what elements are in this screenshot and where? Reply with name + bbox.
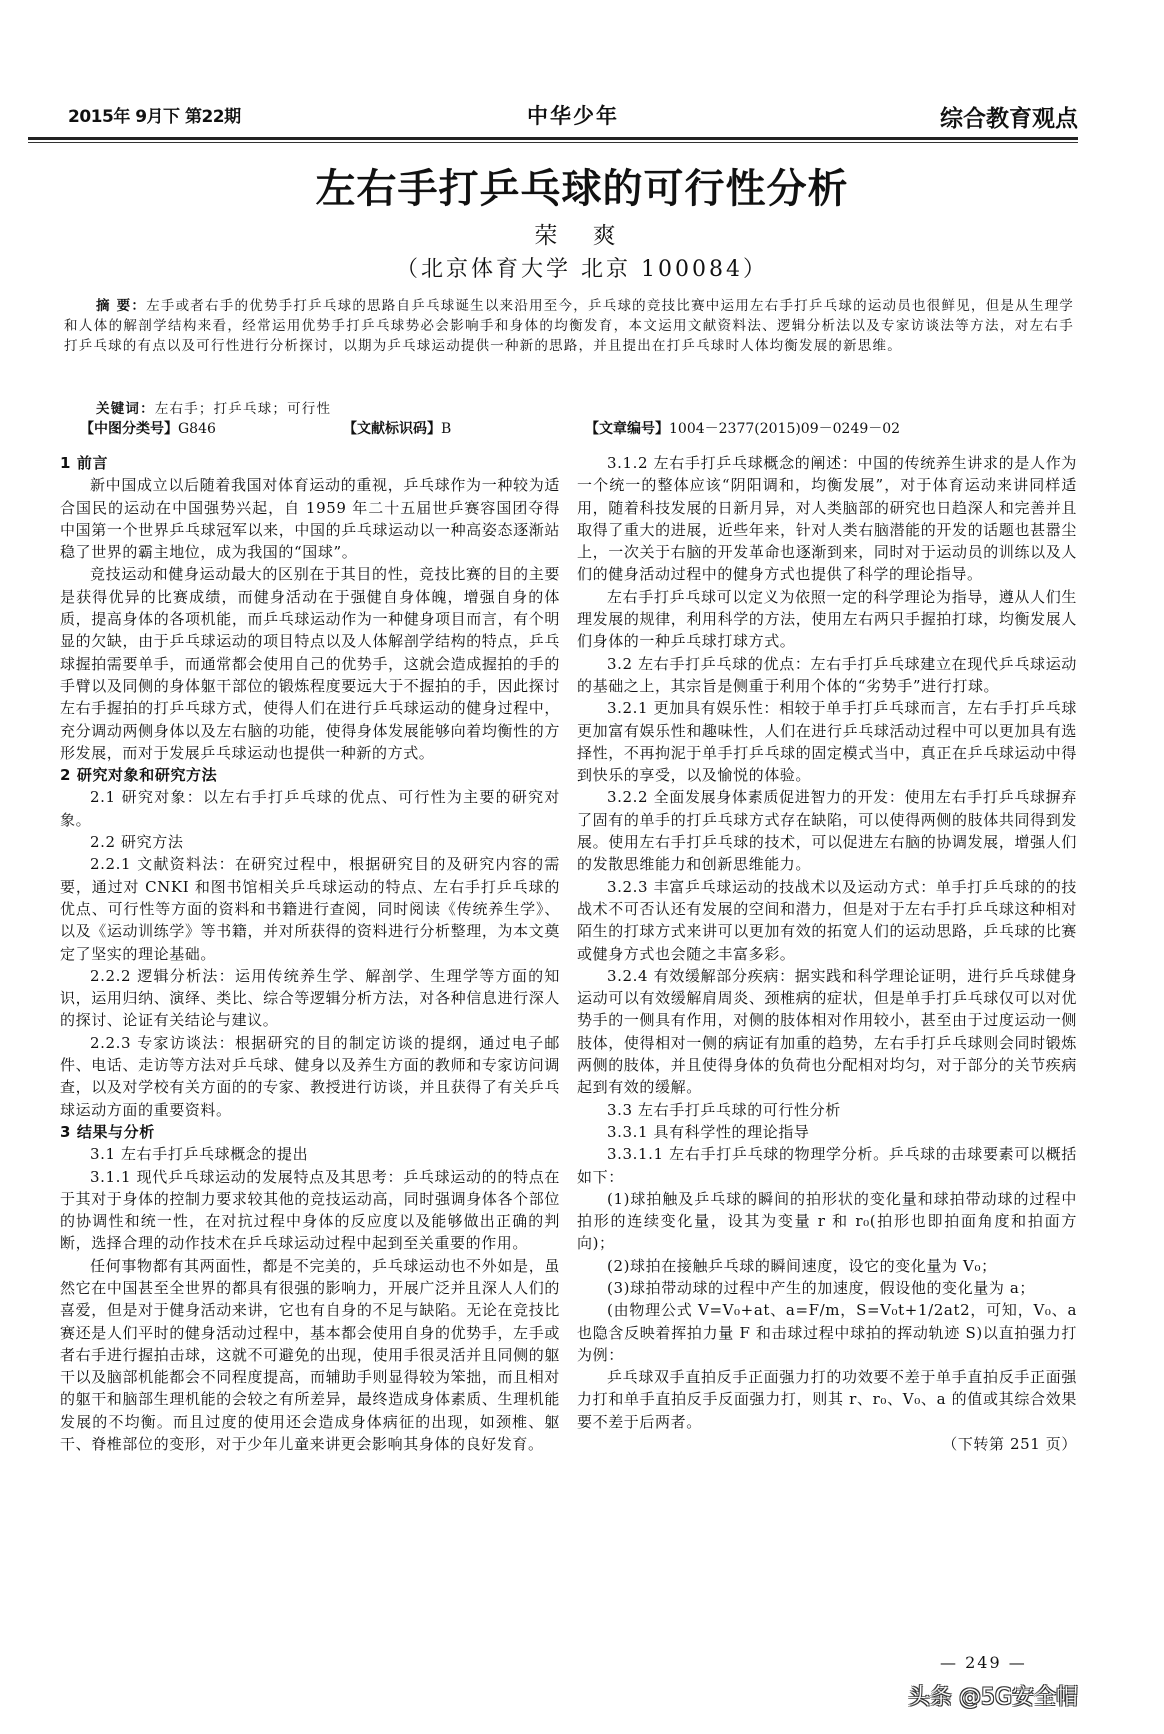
header-rule [28, 137, 1078, 140]
clc-code [80, 418, 216, 438]
section-heading: 2 研究对象和研究方法 [60, 766, 218, 785]
paragraph: 2.2.1 文献资料法：在研究过程中，根据研究目的及研究内容的需要，通过对 CNKI 和图书馆相关乒乓球运动的特点、左右手打乒乓球的优点、可行性等方面的资料和书籍进行查阅，同时阅读《传统养生学》、以及《运动训练学》等书籍，并对所获得的资料进行分析整理，为本文奠定了坚实的理论基础。 [60, 855, 560, 963]
section-heading: 1 前言 [60, 454, 109, 472]
paragraph: 乒乓球双手直拍反手正面强力打的功效要不差于单手直拍反手正面强力打和单手直拍反手反面强力打，则其 r、r₀、V₀、a 的值或其综合效果要不差于后两者。 [577, 1368, 1077, 1431]
left-column [60, 452, 560, 1455]
paragraph: 左右手打乒乓球可以定义为依照一定的科学理论为指导，遵从人们生理发展的规律，利用科学的方法，使用左右两只手握拍打球，均衡发展人们身体的一种乒乓球打球方式。 [577, 587, 1077, 651]
article-number [585, 418, 900, 438]
subsection-heading: 2.2 研究方法 [90, 833, 184, 852]
paragraph: 3.2.1 更加具有娱乐性：相较于单手打乒乓球而言，左右手打乒乓球更加富有娱乐性和趣味性，人们在进行乒乓球活动过程中可以更加具有选择性，不再拘泥于单手打乒乓球的固定模式当中，真正在乒乓球运动中得到快乐的享受，以及愉悦的体验。 [577, 699, 1077, 785]
paragraph: 3.2.4 有效缓解部分疾病：据实践和科学理论证明，进行乒乓球健身运动可以有效缓解肩周炎、颈椎病的症状，但是单手打乒乓球仅可以对优势手的一侧具有作用，对侧的肢体相对作用较小，甚至由于过度运动一侧肢体，使得相对一侧的病证有加重的趋势，左右手打乒乓球则会同时锻炼两侧的肢体，并且使得身体的负荷也分配相对均匀，对于部分的关节疾病起到有效的缓解。 [577, 966, 1077, 1097]
paragraph: 3.2 左右手打乒乓球的优点：左右手打乒乓球建立在现代乒乓球运动的基础之上，其宗旨是侧重于利用个体的“劣势手”进行打球。 [577, 654, 1077, 695]
abstract-label: 摘 要： [96, 298, 147, 314]
header-rule-thin [28, 142, 1078, 143]
section-heading: 3 结果与分析 [60, 1122, 155, 1141]
article-title: 左右手打乒乓球的可行性分析 [315, 165, 849, 212]
paragraph: 2.2.2 逻辑分析法：运用传统养生学、解剖学、生理学等方面的知识，运用归纳、演绎、类比、综合等逻辑分析方法，对各种信息进行深人的探讨、论证有关结论与建议。 [60, 966, 560, 1030]
continued-note: （下转第 251 页） [942, 1435, 1077, 1454]
keywords [96, 397, 331, 417]
paragraph: 3.2.2 全面发展身体素质促进智力的开发：使用左右手打乒乓球摒弃了固有的单手的打乒乓球方式存在缺陷，可以使得两侧的肢体共同得到发展。使用左右手打乒乓球的技术，可以促进左右脑的协调发展，增强人们的发散思维能力和创新思维能力。 [577, 788, 1077, 874]
clc-value: G846 [178, 421, 216, 437]
paragraph: 2.1 研究对象：以左右手打乒乓球的优点、可行性为主要的研究对象。 [60, 788, 560, 829]
keywords-label: 关键词： [96, 401, 155, 417]
affiliation: （北京体育大学 北京 100084） [396, 257, 768, 282]
paragraph: 2.2.3 专家访谈法：根据研究的目的制定访谈的提纲，通过电子邮件、电话、走访等方法对乒乓球、健身以及养生方面的教师和专家访问调查，以及对学校有关方面的的专家、教授进行访谈，并且获得了有关乒乓球运动方面的重要资料。 [60, 1033, 560, 1119]
article-no-label: 【文章编号】 [585, 421, 669, 437]
formula-paragraph: (由物理公式 V=V₀+at、a=F/m，S=V₀t+1/2at2，可知，V₀、a 也隐含反映着挥拍力量 F 和击球过程中球拍的挥动轨迹 S)以直拍强力打为例： [577, 1301, 1077, 1364]
issue-info: 2015年 9月下 第22期 [68, 107, 241, 127]
list-item: (2)球拍在接触乒乓球的瞬间速度，设它的变化量为 V₀； [607, 1256, 997, 1275]
journal-name: 中华少年 [527, 104, 619, 128]
abstract-text: 左手或者右手的优势手打乒乓球的思路自乒乓球诞生以来沿用至今，乒乓球的竞技比赛中运用左右手打乒乓球的运动员也很鲜见，但是从生理学和人体的解剖学结构来看，经常运用优势手打乒乓球势必会影响手和身体的均衡发育，本文运用文献资料法、逻辑分析法以及专家访谈法等方法，对左右手打乒乓球的有点以及可行性进行分析探讨，以期为乒乓球运动提供一种新的思路，并且提出在打乒乓球时人体均衡发展的新思维。 [64, 298, 1074, 354]
paragraph: 竞技运动和健身运动最大的区别在于其目的性，竞技比赛的目的主要是获得优异的比赛成绩，而健身活动在于强健自身体魄，增强自身的体质，提高身体的各项机能，而乒乓球运动作为一种健身项目而言，有个明显的欠缺，由于乒乓球运动的项目特点以及人体解剖学结构的特点，乒乓球握拍需要单手，而通常都会使用自己的优势手，这就会造成握拍的手的手臂以及同侧的身体躯干部位的锻炼程度要远大于不握拍的手，因此探讨左右手握拍的打乒乓球方式，使得人们在进行乒乓球运动的健身过程中，充分调动两侧身体以及左右脑的功能，使得身体发展能够向着均衡性的方形发展，而对于发展乒乓球运动也提供一种新的方式。 [60, 565, 560, 762]
author: 荣 爽 [534, 223, 630, 249]
subsection-heading: 3.1 左右手打乒乓球概念的提出 [90, 1145, 309, 1164]
keywords-text: 左右手；打乒乓球；可行性 [154, 401, 332, 417]
clc-label: 【中图分类号】 [80, 421, 178, 437]
subsection-heading: 3.3.1 具有科学性的理论指导 [607, 1122, 810, 1141]
list-item: (1)球拍触及乒乓球的瞬间的拍形状的变化量和球拍带动球的过程中拍形的连续变化量，设其为变量 r 和 r₀(拍形也即拍面角度和拍面方向)； [577, 1189, 1077, 1253]
doc-code [343, 418, 451, 438]
doc-code-label: 【文献标识码】 [343, 421, 441, 437]
abstract [64, 296, 1074, 356]
paragraph: 新中国成立以后随着我国对体育运动的重视，乒乓球作为一种较为适合国民的运动在中国强势兴起，自 1959 年二十五届世乒赛容国团夺得中国第一个世界乒乓球冠军以来，中国的乒乓球运动以一种高姿态逐渐站稳了世界的霸主地位，成为我国的“国球”。 [60, 476, 560, 562]
paragraph: 3.1.2 左右手打乒乓球概念的阐述：中国的传统养生讲求的是人作为一个统一的整体应该“阴阳调和，均衡发展”，对于体育运动来讲同样适用，随着科技发展的日新月异，对人类脑部的研究也日趋深人和完善并且取得了重大的进展，近些年来，针对人类右脑潜能的开发的话题也甚嚣尘上，一次关于右脑的开发革命也逐渐到来，同时对于运动员的训练以及人们的健身活动过程中的健身方式也提供了科学的理论指导。 [577, 454, 1077, 584]
paragraph: 3.1.1 现代乒乓球运动的发展特点及其思考：乒乓球运动的的特点在于其对于身体的控制力要求较其他的竞技运动高，同时强调身体各个部位的协调性和统一性，在对抗过程中身体的反应度以及能够做出正确的判断，选择合理的动作技术在乒乓球运动过程中起到至关重要的作用。 [60, 1167, 560, 1253]
list-item: (3)球拍带动球的过程中产生的加速度，假设他的变化量为 a； [607, 1278, 1035, 1297]
subsection-heading: 3.3 左右手打乒乓球的可行性分析 [607, 1100, 841, 1119]
running-header [68, 100, 1078, 130]
column-name: 综合教育观点 [940, 106, 1078, 132]
right-column [577, 452, 1077, 1455]
page-number: — 249 — [940, 1653, 1027, 1672]
doc-code-value: B [441, 421, 452, 437]
paragraph: 3.2.3 丰富乒乓球运动的技战术以及运动方式：单手打乒乓球的的技战术不可否认还有发展的空间和潜力，但是对于左右手打乒乓球这种相对陌生的打球方式来讲可以更加有效的拓宽人们的运动思路，乒乓球的比赛或健身方式也会随之丰富多彩。 [577, 877, 1077, 963]
paragraph: 任何事物都有其两面性，都是不完美的，乒乓球运动也不外如是，虽然它在中国甚至全世界的都具有很强的影响力，开展广泛并且深人人们的喜爱，但是对于健身活动来讲，它也有自身的不足与缺陷。无论在竞技比赛还是人们平时的健身活动过程中，基本都会使用自身的优势手，左手或者右手进行握拍击球，这就不可避免的出现，使用手很灵活并且同侧的躯干以及脑部机能都会不同程度提高，而辅助手则显得较为笨拙，而且相对的躯干和脑部生理机能的会较之有所差异，最终造成身体素质、生理机能发展的不均衡。而且过度的使用还会造成身体病征的出现，如颈椎、躯干、脊椎部位的变形，对于少年儿童来讲更会影响其身体的良好发育。 [60, 1256, 560, 1454]
article-no-value: 1004－2377(2015)09－0249－02 [669, 421, 901, 437]
paragraph: 3.3.1.1 左右手打乒乓球的物理学分析。乒乓球的击球要素可以概括如下： [577, 1145, 1077, 1186]
watermark: 头条 @5G安全帽 [908, 1685, 1079, 1710]
